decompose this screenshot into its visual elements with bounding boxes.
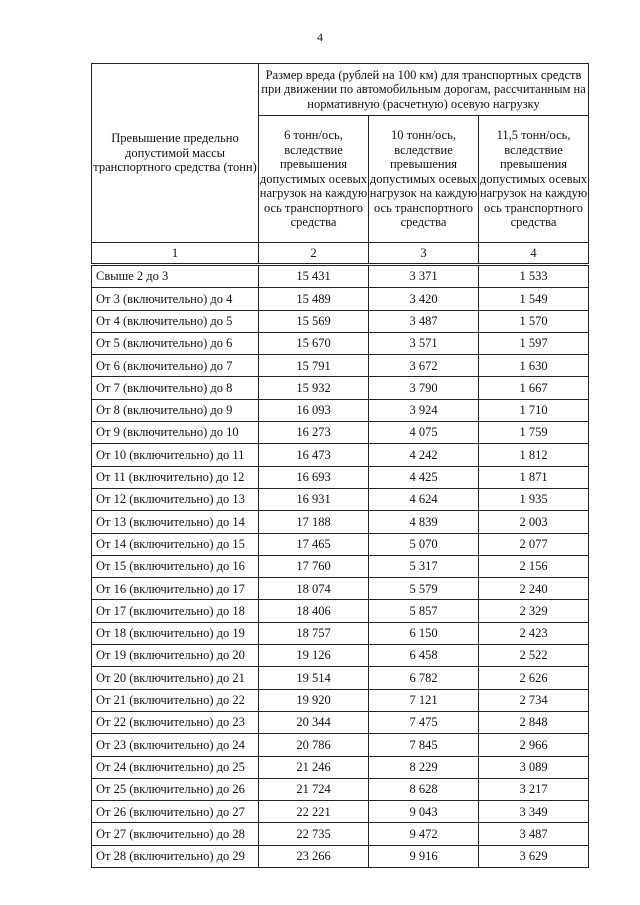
span-header: Размер вреда (рублей на 100 км) для транспортных средств при движении по автомобильным дорогам, рассчитанным на нормативную (расчетную) осевую нагрузку xyxy=(259,64,589,116)
damage-11-5t: 1 871 xyxy=(479,466,589,488)
damage-11-5t: 3 349 xyxy=(479,801,589,823)
table-row xyxy=(92,533,589,555)
row-label: От 8 (включительно) до 9 xyxy=(92,399,259,421)
table-row xyxy=(92,488,589,510)
damage-6t: 16 931 xyxy=(259,488,369,510)
damage-6t: 15 791 xyxy=(259,355,369,377)
damage-10t: 3 571 xyxy=(369,332,479,354)
row-label: От 9 (включительно) до 10 xyxy=(92,422,259,444)
sub-header-11-5t: 11,5 тонн/ось, вследствие превышения допустимых осевых нагрузок на каждую ось транспортного средства xyxy=(479,116,589,243)
damage-10t: 4 624 xyxy=(369,488,479,510)
damage-10t: 6 150 xyxy=(369,622,479,644)
table-row xyxy=(92,511,589,533)
damage-11-5t: 3 089 xyxy=(479,756,589,778)
damage-6t: 15 569 xyxy=(259,310,369,332)
damage-10t: 5 857 xyxy=(369,600,479,622)
damage-10t: 6 458 xyxy=(369,645,479,667)
row-label: От 15 (включительно) до 16 xyxy=(92,555,259,577)
damage-10t: 5 317 xyxy=(369,555,479,577)
damage-11-5t: 3 487 xyxy=(479,823,589,845)
table-row xyxy=(92,444,589,466)
damage-10t: 9 472 xyxy=(369,823,479,845)
row-label: От 27 (включительно) до 28 xyxy=(92,823,259,845)
table-row xyxy=(92,466,589,488)
table-row xyxy=(92,332,589,354)
table-header xyxy=(92,64,589,243)
row-label: От 23 (включительно) до 24 xyxy=(92,734,259,756)
table-row xyxy=(92,801,589,823)
table-row xyxy=(92,310,589,332)
row-label: От 25 (включительно) до 26 xyxy=(92,778,259,800)
damage-11-5t: 2 522 xyxy=(479,645,589,667)
table-row xyxy=(92,689,589,711)
damage-6t: 21 724 xyxy=(259,778,369,800)
row-header: Превышение предельно допустимой массы транспортного средства (тонн) xyxy=(92,64,259,243)
damage-6t: 16 273 xyxy=(259,422,369,444)
damage-6t: 18 757 xyxy=(259,622,369,644)
table-row xyxy=(92,555,589,577)
damage-table xyxy=(91,63,589,868)
table-row xyxy=(92,288,589,310)
damage-6t: 15 932 xyxy=(259,377,369,399)
damage-11-5t: 2 423 xyxy=(479,622,589,644)
row-label: От 11 (включительно) до 12 xyxy=(92,466,259,488)
column-number: 2 xyxy=(259,243,369,265)
sub-header-6t: 6 тонн/ось, вследствие превышения допустимых осевых нагрузок на каждую ось транспортного средства xyxy=(259,116,369,243)
damage-10t: 7 845 xyxy=(369,734,479,756)
damage-6t: 19 126 xyxy=(259,645,369,667)
damage-6t: 15 431 xyxy=(259,265,369,288)
table-body xyxy=(92,243,589,868)
damage-6t: 16 093 xyxy=(259,399,369,421)
damage-10t: 3 420 xyxy=(369,288,479,310)
damage-11-5t: 3 629 xyxy=(479,845,589,867)
damage-10t: 6 782 xyxy=(369,667,479,689)
damage-11-5t: 1 533 xyxy=(479,265,589,288)
row-label: От 22 (включительно) до 23 xyxy=(92,711,259,733)
damage-6t: 20 786 xyxy=(259,734,369,756)
damage-6t: 16 473 xyxy=(259,444,369,466)
damage-10t: 4 075 xyxy=(369,422,479,444)
table-row xyxy=(92,778,589,800)
damage-6t: 16 693 xyxy=(259,466,369,488)
damage-11-5t: 2 966 xyxy=(479,734,589,756)
damage-11-5t: 1 759 xyxy=(479,422,589,444)
row-label: От 28 (включительно) до 29 xyxy=(92,845,259,867)
damage-10t: 8 628 xyxy=(369,778,479,800)
damage-10t: 9 043 xyxy=(369,801,479,823)
damage-6t: 20 344 xyxy=(259,711,369,733)
damage-10t: 7 121 xyxy=(369,689,479,711)
damage-11-5t: 1 570 xyxy=(479,310,589,332)
damage-10t: 3 371 xyxy=(369,265,479,288)
row-label: От 17 (включительно) до 18 xyxy=(92,600,259,622)
table-row xyxy=(92,823,589,845)
row-label: От 21 (включительно) до 22 xyxy=(92,689,259,711)
row-label: От 7 (включительно) до 8 xyxy=(92,377,259,399)
damage-6t: 19 920 xyxy=(259,689,369,711)
damage-11-5t: 2 156 xyxy=(479,555,589,577)
damage-10t: 5 579 xyxy=(369,578,479,600)
row-label: От 10 (включительно) до 11 xyxy=(92,444,259,466)
damage-11-5t: 1 630 xyxy=(479,355,589,377)
table-row xyxy=(92,734,589,756)
damage-11-5t: 3 217 xyxy=(479,778,589,800)
damage-6t: 17 188 xyxy=(259,511,369,533)
table-row xyxy=(92,600,589,622)
damage-10t: 5 070 xyxy=(369,533,479,555)
damage-11-5t: 1 549 xyxy=(479,288,589,310)
row-label: От 12 (включительно) до 13 xyxy=(92,488,259,510)
column-number-row xyxy=(92,243,589,265)
table-row xyxy=(92,355,589,377)
damage-6t: 22 221 xyxy=(259,801,369,823)
damage-6t: 18 074 xyxy=(259,578,369,600)
damage-6t: 18 406 xyxy=(259,600,369,622)
row-label: Свыше 2 до 3 xyxy=(92,265,259,288)
row-label: От 18 (включительно) до 19 xyxy=(92,622,259,644)
damage-6t: 19 514 xyxy=(259,667,369,689)
row-label: От 26 (включительно) до 27 xyxy=(92,801,259,823)
table-row xyxy=(92,399,589,421)
row-label: От 16 (включительно) до 17 xyxy=(92,578,259,600)
damage-6t: 17 760 xyxy=(259,555,369,577)
row-label: От 3 (включительно) до 4 xyxy=(92,288,259,310)
table-row xyxy=(92,845,589,867)
damage-11-5t: 2 003 xyxy=(479,511,589,533)
column-number: 3 xyxy=(369,243,479,265)
damage-10t: 3 790 xyxy=(369,377,479,399)
damage-10t: 3 672 xyxy=(369,355,479,377)
damage-6t: 17 465 xyxy=(259,533,369,555)
damage-6t: 21 246 xyxy=(259,756,369,778)
damage-11-5t: 1 710 xyxy=(479,399,589,421)
damage-11-5t: 2 734 xyxy=(479,689,589,711)
table-row xyxy=(92,756,589,778)
damage-11-5t: 2 240 xyxy=(479,578,589,600)
page-number: 4 xyxy=(317,30,323,44)
table-row xyxy=(92,377,589,399)
table-row xyxy=(92,711,589,733)
sub-header-10t: 10 тонн/ось, вследствие превышения допустимых осевых нагрузок на каждую ось транспортного средства xyxy=(369,116,479,243)
damage-6t: 23 266 xyxy=(259,845,369,867)
column-number: 1 xyxy=(92,243,259,265)
damage-10t: 4 839 xyxy=(369,511,479,533)
table-row xyxy=(92,645,589,667)
damage-10t: 4 242 xyxy=(369,444,479,466)
row-label: От 6 (включительно) до 7 xyxy=(92,355,259,377)
row-label: От 24 (включительно) до 25 xyxy=(92,756,259,778)
damage-11-5t: 2 329 xyxy=(479,600,589,622)
damage-10t: 9 916 xyxy=(369,845,479,867)
damage-6t: 22 735 xyxy=(259,823,369,845)
row-label: От 5 (включительно) до 6 xyxy=(92,332,259,354)
column-number: 4 xyxy=(479,243,589,265)
row-label: От 13 (включительно) до 14 xyxy=(92,511,259,533)
damage-10t: 3 487 xyxy=(369,310,479,332)
damage-11-5t: 2 077 xyxy=(479,533,589,555)
row-label: От 20 (включительно) до 21 xyxy=(92,667,259,689)
table-row xyxy=(92,622,589,644)
damage-11-5t: 1 812 xyxy=(479,444,589,466)
row-label: От 14 (включительно) до 15 xyxy=(92,533,259,555)
table-row xyxy=(92,667,589,689)
damage-6t: 15 670 xyxy=(259,332,369,354)
damage-11-5t: 1 935 xyxy=(479,488,589,510)
table-row xyxy=(92,265,589,288)
damage-11-5t: 2 626 xyxy=(479,667,589,689)
damage-11-5t: 2 848 xyxy=(479,711,589,733)
row-label: От 19 (включительно) до 20 xyxy=(92,645,259,667)
damage-10t: 8 229 xyxy=(369,756,479,778)
table-row xyxy=(92,578,589,600)
damage-11-5t: 1 597 xyxy=(479,332,589,354)
damage-10t: 3 924 xyxy=(369,399,479,421)
table-row xyxy=(92,422,589,444)
damage-10t: 4 425 xyxy=(369,466,479,488)
damage-11-5t: 1 667 xyxy=(479,377,589,399)
row-label: От 4 (включительно) до 5 xyxy=(92,310,259,332)
damage-10t: 7 475 xyxy=(369,711,479,733)
damage-6t: 15 489 xyxy=(259,288,369,310)
